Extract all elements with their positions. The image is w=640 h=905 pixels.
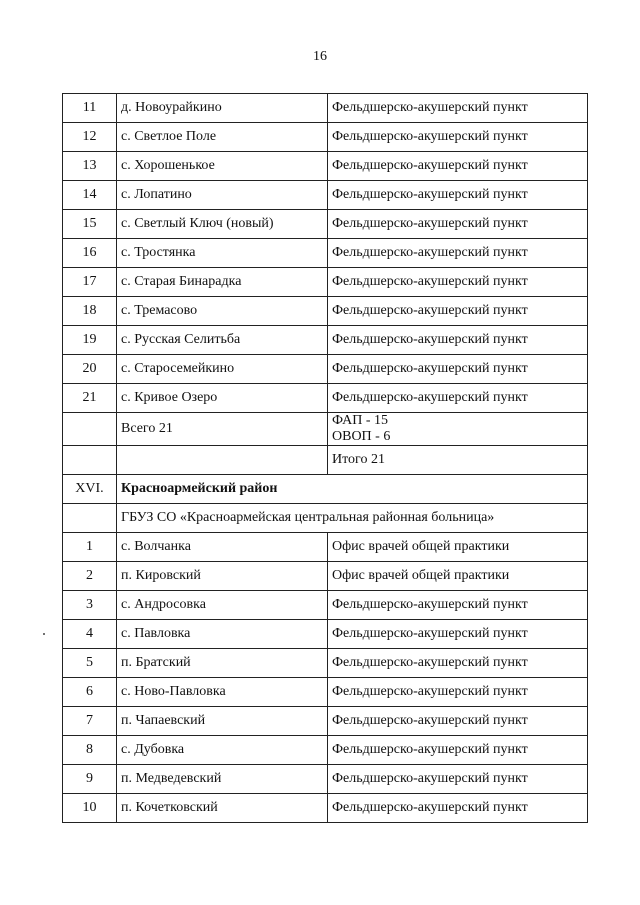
row-number: 4 — [63, 620, 117, 649]
facility-type: Фельдшерско-акушерский пункт — [328, 707, 588, 736]
facility-type: Офис врачей общей практики — [328, 533, 588, 562]
table-row — [63, 210, 588, 239]
row-number: 11 — [63, 94, 117, 123]
row-number: 18 — [63, 297, 117, 326]
table-row — [63, 152, 588, 181]
row-number: 20 — [63, 355, 117, 384]
total-breakdown: ФАП - 15 ОВОП - 6 — [328, 413, 588, 446]
facility-type: Фельдшерско-акушерский пункт — [328, 94, 588, 123]
table-body — [63, 94, 588, 823]
table-row — [63, 384, 588, 413]
row-number: 6 — [63, 678, 117, 707]
facility-type: Фельдшерско-акушерский пункт — [328, 649, 588, 678]
empty-cell — [63, 413, 117, 446]
facility-type: Фельдшерско-акушерский пункт — [328, 152, 588, 181]
row-number: 21 — [63, 384, 117, 413]
row-number: 1 — [63, 533, 117, 562]
table-row — [63, 355, 588, 384]
row-number: 15 — [63, 210, 117, 239]
empty-cell — [117, 446, 328, 475]
facility-type: Фельдшерско-акушерский пункт — [328, 355, 588, 384]
settlement-name: с. Тремасово — [117, 297, 328, 326]
table-row — [63, 678, 588, 707]
settlement-name: п. Чапаевский — [117, 707, 328, 736]
row-number: 16 — [63, 239, 117, 268]
table-row — [63, 649, 588, 678]
facility-type: Фельдшерско-акушерский пункт — [328, 297, 588, 326]
table-row — [63, 326, 588, 355]
settlement-name: с. Лопатино — [117, 181, 328, 210]
settlement-name: д. Новоурайкино — [117, 94, 328, 123]
settlement-name: п. Медведевский — [117, 765, 328, 794]
row-number: 12 — [63, 123, 117, 152]
institution-name: ГБУЗ СО «Красноармейская центральная районная больница» — [117, 504, 588, 533]
settlement-name: с. Хорошенькое — [117, 152, 328, 181]
summary-total-row — [63, 413, 588, 446]
table-row — [63, 736, 588, 765]
section-roman-number: XVI. — [63, 475, 117, 504]
facility-type: Фельдшерско-акушерский пункт — [328, 268, 588, 297]
row-number: 2 — [63, 562, 117, 591]
table-row — [63, 562, 588, 591]
facility-type: Фельдшерско-акушерский пункт — [328, 239, 588, 268]
settlement-name: с. Старосемейкино — [117, 355, 328, 384]
table-row — [63, 620, 588, 649]
facility-type: Фельдшерско-акушерский пункт — [328, 181, 588, 210]
table-row — [63, 268, 588, 297]
district-name: Красноармейский район — [117, 475, 588, 504]
table-row — [63, 123, 588, 152]
table-row — [63, 181, 588, 210]
facility-type: Офис врачей общей практики — [328, 562, 588, 591]
settlement-name: с. Ново-Павловка — [117, 678, 328, 707]
row-number: 19 — [63, 326, 117, 355]
settlement-name: п. Кировский — [117, 562, 328, 591]
facility-type: Фельдшерско-акушерский пункт — [328, 620, 588, 649]
settlement-name: с. Андросовка — [117, 591, 328, 620]
row-number: 17 — [63, 268, 117, 297]
row-number: 3 — [63, 591, 117, 620]
settlement-name: с. Русская Селитьба — [117, 326, 328, 355]
row-number: 8 — [63, 736, 117, 765]
table-row — [63, 239, 588, 268]
settlement-name: с. Кривое Озеро — [117, 384, 328, 413]
table-row — [63, 297, 588, 326]
facility-type: Фельдшерско-акушерский пункт — [328, 123, 588, 152]
settlement-name: с. Светлый Ключ (новый) — [117, 210, 328, 239]
scan-speck — [43, 633, 45, 635]
empty-cell — [63, 504, 117, 533]
facility-type: Фельдшерско-акушерский пункт — [328, 736, 588, 765]
facility-type: Фельдшерско-акушерский пункт — [328, 210, 588, 239]
row-number: 9 — [63, 765, 117, 794]
settlement-name: с. Павловка — [117, 620, 328, 649]
settlement-name: п. Братский — [117, 649, 328, 678]
section-header-row — [63, 475, 588, 504]
row-number: 13 — [63, 152, 117, 181]
row-number: 5 — [63, 649, 117, 678]
settlement-name: с. Старая Бинарадка — [117, 268, 328, 297]
facility-type: Фельдшерско-акушерский пункт — [328, 326, 588, 355]
settlement-name: с. Дубовка — [117, 736, 328, 765]
row-number: 14 — [63, 181, 117, 210]
page-number: 16 — [313, 49, 327, 64]
settlement-name: п. Кочетковский — [117, 794, 328, 823]
grand-total: Итого 21 — [328, 446, 588, 475]
table-row — [63, 794, 588, 823]
total-label: Всего 21 — [117, 413, 328, 446]
settlement-name: с. Светлое Поле — [117, 123, 328, 152]
institution-row — [63, 504, 588, 533]
facility-type: Фельдшерско-акушерский пункт — [328, 794, 588, 823]
table-row — [63, 707, 588, 736]
settlement-name: с. Тростянка — [117, 239, 328, 268]
table-row — [63, 94, 588, 123]
table-row — [63, 533, 588, 562]
empty-cell — [63, 446, 117, 475]
facility-type: Фельдшерско-акушерский пункт — [328, 678, 588, 707]
table-row — [63, 765, 588, 794]
row-number: 7 — [63, 707, 117, 736]
facility-type: Фельдшерско-акушерский пункт — [328, 765, 588, 794]
facilities-table — [62, 93, 588, 823]
facility-type: Фельдшерско-акушерский пункт — [328, 384, 588, 413]
summary-grand-total-row — [63, 446, 588, 475]
table-row — [63, 591, 588, 620]
facility-type: Фельдшерско-акушерский пункт — [328, 591, 588, 620]
row-number: 10 — [63, 794, 117, 823]
settlement-name: с. Волчанка — [117, 533, 328, 562]
